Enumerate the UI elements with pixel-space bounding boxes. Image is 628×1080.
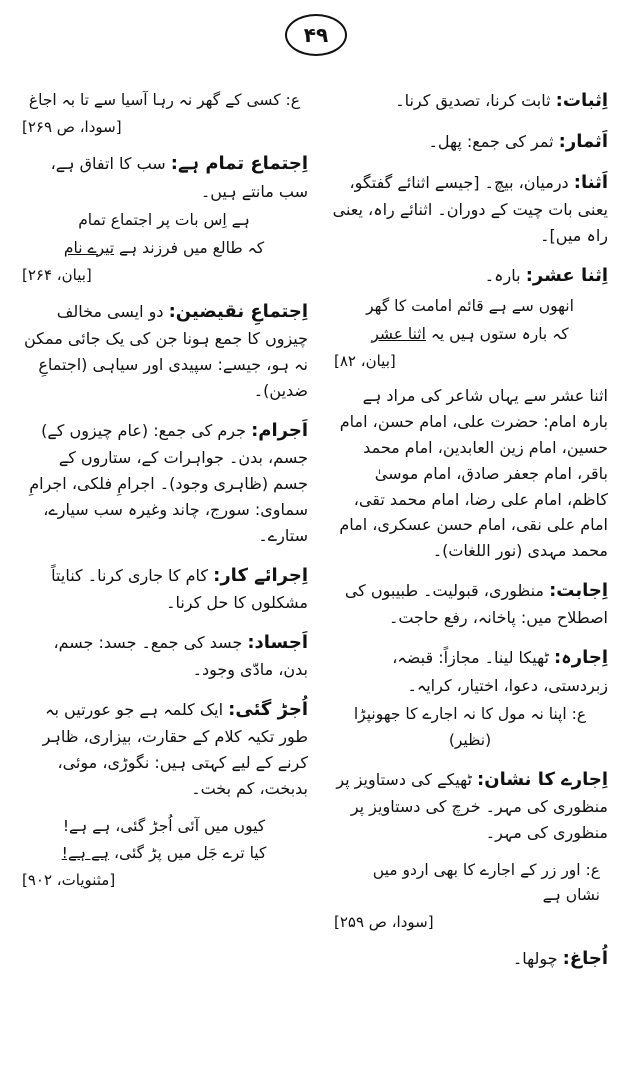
verse-line: ہے اِس بات پر اجتماع تمام bbox=[78, 211, 250, 230]
entry-ijtima-tamam bbox=[20, 149, 308, 204]
headword: اَثمار: bbox=[558, 131, 608, 153]
definition: ٹھیکا لینا۔ مجازاً: قبضہ، زبردستی، دعوا، اختیار، کرایہ۔ bbox=[392, 648, 608, 695]
verse-line bbox=[340, 322, 600, 347]
definition: درمیان، بیچ۔ [جیسے اثنائے گفتگو، یعنی بات چیت کے دوران۔ اثنائے راہ، یعنی راہ میں]۔ bbox=[332, 173, 608, 246]
definition: دو ایسی مخالف چیزوں کا جمع ہونا جن کی یک جائی ممکن نہ ہو، جیسے: سپیدی اور سیاہی (اجتماعِ ضدین)۔ bbox=[23, 301, 308, 400]
headword: اَجساد: bbox=[247, 631, 308, 653]
entry-isbat bbox=[332, 86, 608, 115]
verse-line: ع: کسی کے گھر نہ رہا آسیا سے تا بہ اجاغ bbox=[28, 91, 300, 109]
entry-ujagh bbox=[332, 944, 608, 973]
right-column bbox=[332, 86, 608, 985]
headword: اِجارہ: bbox=[553, 647, 608, 669]
definition: ثابت کرنا، تصدیق کرنا۔ bbox=[395, 91, 556, 110]
entry-asna bbox=[332, 168, 608, 249]
definition: جسد کی جمع۔ جسد: جسم، بدن، مادّی وجود۔ bbox=[53, 632, 308, 679]
entry-asmar bbox=[332, 127, 608, 156]
source-citation: [بیان، ۲۶۴] bbox=[22, 265, 92, 284]
verse-line bbox=[28, 841, 300, 866]
verse-text: کہ بارہ ستوں ہیں یہ bbox=[425, 324, 569, 343]
definition: چولھا۔ bbox=[512, 949, 563, 969]
headword: اِجارے کا نشان: bbox=[477, 768, 608, 790]
source-citation: [بیان، ۸۲] bbox=[334, 351, 396, 370]
entry-ijtima-naqizain bbox=[20, 297, 308, 404]
headword: اِجتماع تمام ہے: bbox=[170, 153, 308, 175]
headword: اُجاغ: bbox=[562, 948, 608, 970]
definition: سب کا اتفاق ہے، سب مانتے ہیں۔ bbox=[50, 154, 308, 201]
entry-ijra-e-kar bbox=[20, 561, 308, 616]
definition: بارہ۔ bbox=[484, 266, 526, 286]
headword: اَجرام: bbox=[251, 419, 308, 441]
entry-ijara bbox=[332, 643, 608, 698]
definition: ایک کلمہ ہے جو عورتیں بہ طور تکیہ کلام کے حقارت، بیزاری، ظاہر کرنے کے لیے کہتی ہیں: نگوڑی، موئی، بدبخت، کم بخت۔ bbox=[42, 699, 308, 798]
page-number: ۴۹ bbox=[285, 14, 347, 56]
verse-underlined-word: ہے ہے! bbox=[61, 843, 110, 862]
verse-line: کیوں میں آئی اُجڑ گئی، ہے ہے! bbox=[62, 816, 266, 835]
entry-ijabat bbox=[332, 576, 608, 631]
definition: کام کا جاری کرنا۔ کنایتاً مشکلوں کا حل کرنا۔ bbox=[51, 565, 308, 612]
headword: اِجرائے کار: bbox=[213, 564, 308, 586]
entry-ujar-gai bbox=[20, 695, 308, 802]
headword: اِجابت: bbox=[549, 580, 608, 602]
entry-isna-ashar bbox=[332, 261, 608, 290]
verse-line: انھوں سے ہے قائم امامت کا گھر bbox=[366, 297, 574, 316]
definition: منظوری، قبولیت۔ طبیبوں کی اصطلاح میں: پاخانہ، رفع حاجت۔ bbox=[344, 581, 608, 628]
verse-underlined-word: اثنا عشر bbox=[371, 324, 426, 343]
entry-ajsad bbox=[20, 628, 308, 683]
definition: ٹھیکے کی دستاویز پر منظوری کی مہر۔ خرچ کی دستاویز پر منظوری کی مہر۔ bbox=[336, 769, 608, 842]
source-citation: [سودا، ص ۲۶۹] bbox=[22, 118, 122, 137]
explanation-paragraph: اثنا عشر سے یہاں شاعر کی مراد ہے بارہ امام: حضرت علی، امام حسن، امام حسین، امام زین العابدین، امام محمد باقر، امام جعفر صادق، امام موسیٰ کاظم، امام علی رضا، امام محمد تقی، امام علی نقی، امام حسن عسکری، امام محمد مہدی (نور اللغات)۔ bbox=[339, 385, 608, 561]
definition: ثمر کی جمع: پھل۔ bbox=[428, 132, 559, 152]
verse-text: کیا ترے جَل میں پڑ گئی، bbox=[109, 843, 267, 862]
verse-text: کہ طالع میں فرزند ہے bbox=[114, 238, 265, 257]
definition: جرم کی جمع: (عام چیزوں کے) جسم، بدن۔ جواہرات کے، ستاروں کے جسم (ظاہری وجود)۔ اجرامِ فلکی، اجرامِ سماوی: سورج، چاند وغیرہ سب سیارے، ستارے۔ bbox=[29, 420, 308, 545]
source-citation: [مثنویات، ۹۰۲] bbox=[22, 870, 116, 889]
headword: اِثنا عشر: bbox=[525, 265, 608, 287]
verse-line bbox=[28, 236, 300, 261]
headword: اِثبات: bbox=[555, 90, 608, 111]
headword: اُجڑ گئی: bbox=[228, 698, 308, 720]
headword: اِجتماعِ نقیضین: bbox=[168, 300, 308, 322]
verse-underlined-word: تیرے نام bbox=[63, 238, 115, 257]
entry-ijare-ka-nishan bbox=[332, 765, 608, 846]
source-citation: [سودا، ص ۲۵۹] bbox=[334, 912, 434, 931]
entry-ajram bbox=[20, 416, 308, 549]
left-column bbox=[20, 86, 308, 902]
verse-line: ع: اپنا نہ مول کا نہ اجارے کا جھونپڑا (نظیر) bbox=[353, 705, 587, 749]
verse-line: ع: اور زر کے اجارے کا بھی اردو میں نشاں ہے bbox=[372, 860, 600, 904]
headword: اَثنا: bbox=[573, 172, 608, 194]
